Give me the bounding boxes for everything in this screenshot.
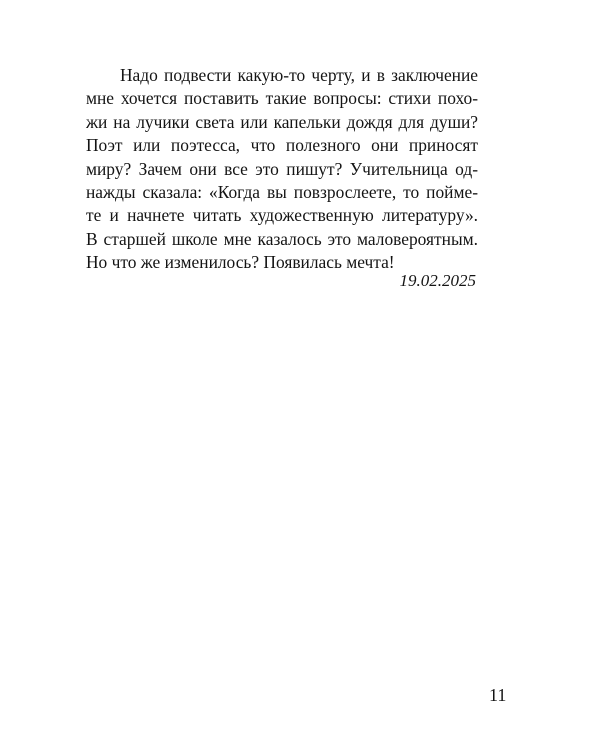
date-signature: 19.02.2025 (399, 271, 476, 290)
paragraph-line: Поэт или поэтесса, что полезного они приносят (86, 135, 478, 156)
paragraph-line: Но что же изменилось? Появилась мечта! (86, 252, 395, 273)
paragraph-line: Надо подвести какую-то черту, и в заключение (120, 65, 478, 85)
paragraph-line: мне хочется поставить такие вопросы: стихи похо- (86, 88, 478, 109)
body-paragraph (86, 64, 478, 275)
paragraph-line: жи на лучики света или капельки дождя для души? (86, 111, 478, 132)
page-number: 11 (489, 685, 507, 705)
paragraph-line: миру? Зачем они все это пишут? Учительница од- (86, 158, 478, 179)
paragraph-line: те и начнете читать художественную литературу». (86, 205, 478, 226)
paragraph-line: нажды сказала: «Когда вы повзрослеете, то пойме- (86, 182, 478, 203)
paragraph-line: В старшей школе мне казалось это маловероятным. (86, 228, 478, 249)
